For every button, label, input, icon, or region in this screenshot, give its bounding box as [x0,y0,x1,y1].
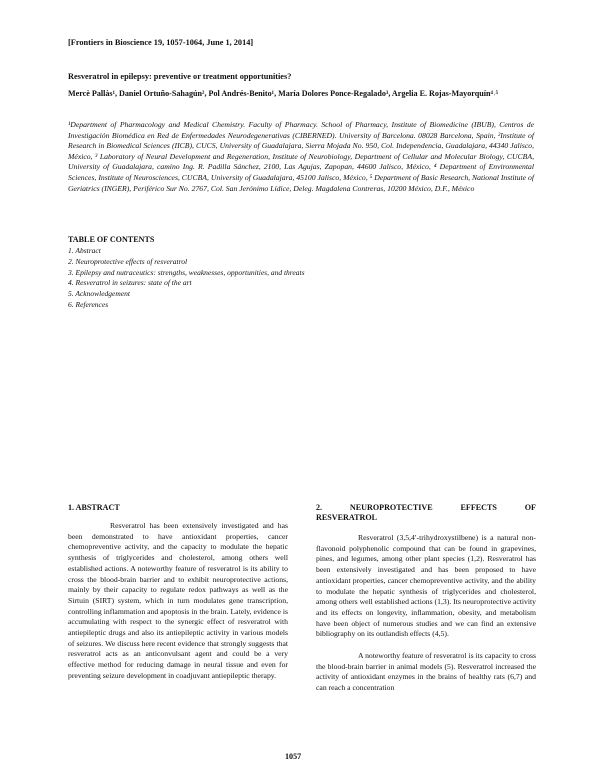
toc-item: 1. Abstract [68,246,101,255]
section-2-heading [316,503,536,523]
section-2-heading-word: OF [524,503,536,512]
table-of-contents [68,246,305,311]
author-list: Mercè Pallàs¹, Daniel Ortuño-Sahagún², Pol Andrés-Benito¹, María Dolores Ponce-Regalado³, Argelia E. Rojas-Mayorquín⁴˒⁵ [68,89,499,98]
section-2-heading-word: EFFECTS [460,503,497,512]
section-2-column [316,533,536,694]
toc-heading: TABLE OF CONTENTS [68,235,155,244]
toc-item: 4. Resveratrol in seizures: state of the art [68,278,192,288]
affiliations: ¹Department of Pharmacology and Medical Chemistry. Faculty of Pharmacy. School of Pharmacy, Institute of Biomedicine (IBUB), Centros de Investigación Biomédica en Red de Enfermedades Neurodegenerativas (CIBERNED). University of Barcelona. 08028 Barcelona, Spain, ²Institute of Research in Biomedical Sciences (IICB), CUCS, University of Guadalajara, Sierra Mojada No. 950, Col. Independencia, Guadalajara, 44340 Jalisco, México, ³ Laboratory of Neural Development and Regeneration, Institute of Neurobiology, Department of Cellular and Molecular Biology, CUCBA, University of Guadalajara, camino Ing. R. Padilla Sánchez, 2100, Las Agujas, Zapopan, 44600 Jalisco, México, ⁴ Department of Environmental Sciences, Institute of Neurosciences, CUCBA, University of Guadalajara, 45100 Jalisco, México, ⁵ Department of Basic Research, National Institute of Geriatrics (INGER), Periférico Sur No. 2767, Col. San Jerónimo Lídice, Deleg. Magdalena Contreras, 10200 México, D.F., México [68,120,534,193]
abstract-paragraph: Resveratrol has been extensively investigated and has been demonstrated to have antioxidant properties, cancer chemopreventive activity, and the capacity to modulate the hepatic synthesis of triglycerides and cholesterol, among others well established actions. A noteworthy feature of resveratrol is its ability to cross the blood-brain barrier and to exhibit neuroprotective actions, mainly by their capacity to regulate redox pathways as well as the Sirtuin (SIRT) system, which in turn modulates gene transcription, controlling inflammation and apoptosis in the brain. Lately, evidence is accumulating with respect to the synergic effect of resveratrol with antiepileptic drugs and also its antiepileptic activity in various models of seizures. We discuss here recent evidence that strongly suggests that resveratrol acts as an anticonvulsant agent and could be a very effective method for reducing damage in neural tissue and even for preventing seizure development in coadjuvant antiepileptic therapy. [68,521,288,680]
page-number: 1057 [285,752,302,761]
toc-item: 6. References [68,299,109,309]
toc-item: 3. Epilepsy and nutraceutics: strengths, weaknesses, opportunities, and threats [68,267,305,277]
journal-citation: [Frontiers in Bioscience 19, 1057-1064, June 1, 2014] [68,38,254,47]
section-2-paragraph: A noteworthy feature of resveratrol is its capacity to cross the blood-brain barrier in animal models (5). Resveratrol increased the activity of antioxidant enzymes in the brains of healthy rats (6,7) and can reach a concentration [316,651,536,693]
section-2-paragraph: Resveratrol (3,5,4′-trihydroxystilbene) is a natural non-flavonoid polyphenolic compound that can be found in grapevines, pines, and legumes, among other plant species (1,2). Resveratrol has been extensively investigated and has been proposed to have antioxidant properties, cancer chemopreventive activity, and the ability to modulate the hepatic synthesis of triglycerides and cholesterol, among others well established actions (1,3). Its neuroprotective activity and its effects on longevity, inflammation, obesity, and metabolism have been object of numerous studies and we can find an extensive bibliography on its outlandish effects (4,5). [316,533,536,639]
abstract-heading: 1. ABSTRACT [68,503,120,512]
article-title: Resveratrol in epilepsy: preventive or treatment opportunities? [68,72,292,81]
abstract-column [68,521,288,682]
section-2-number: 2. [316,503,323,512]
section-2-heading-word: NEUROPROTECTIVE [349,503,433,512]
toc-item: 5. Acknowledgement [68,289,130,299]
toc-item: 2. Neuroprotective effects of resveratrol [68,256,188,266]
section-2-heading-line2: RESVERATROL [316,513,378,522]
